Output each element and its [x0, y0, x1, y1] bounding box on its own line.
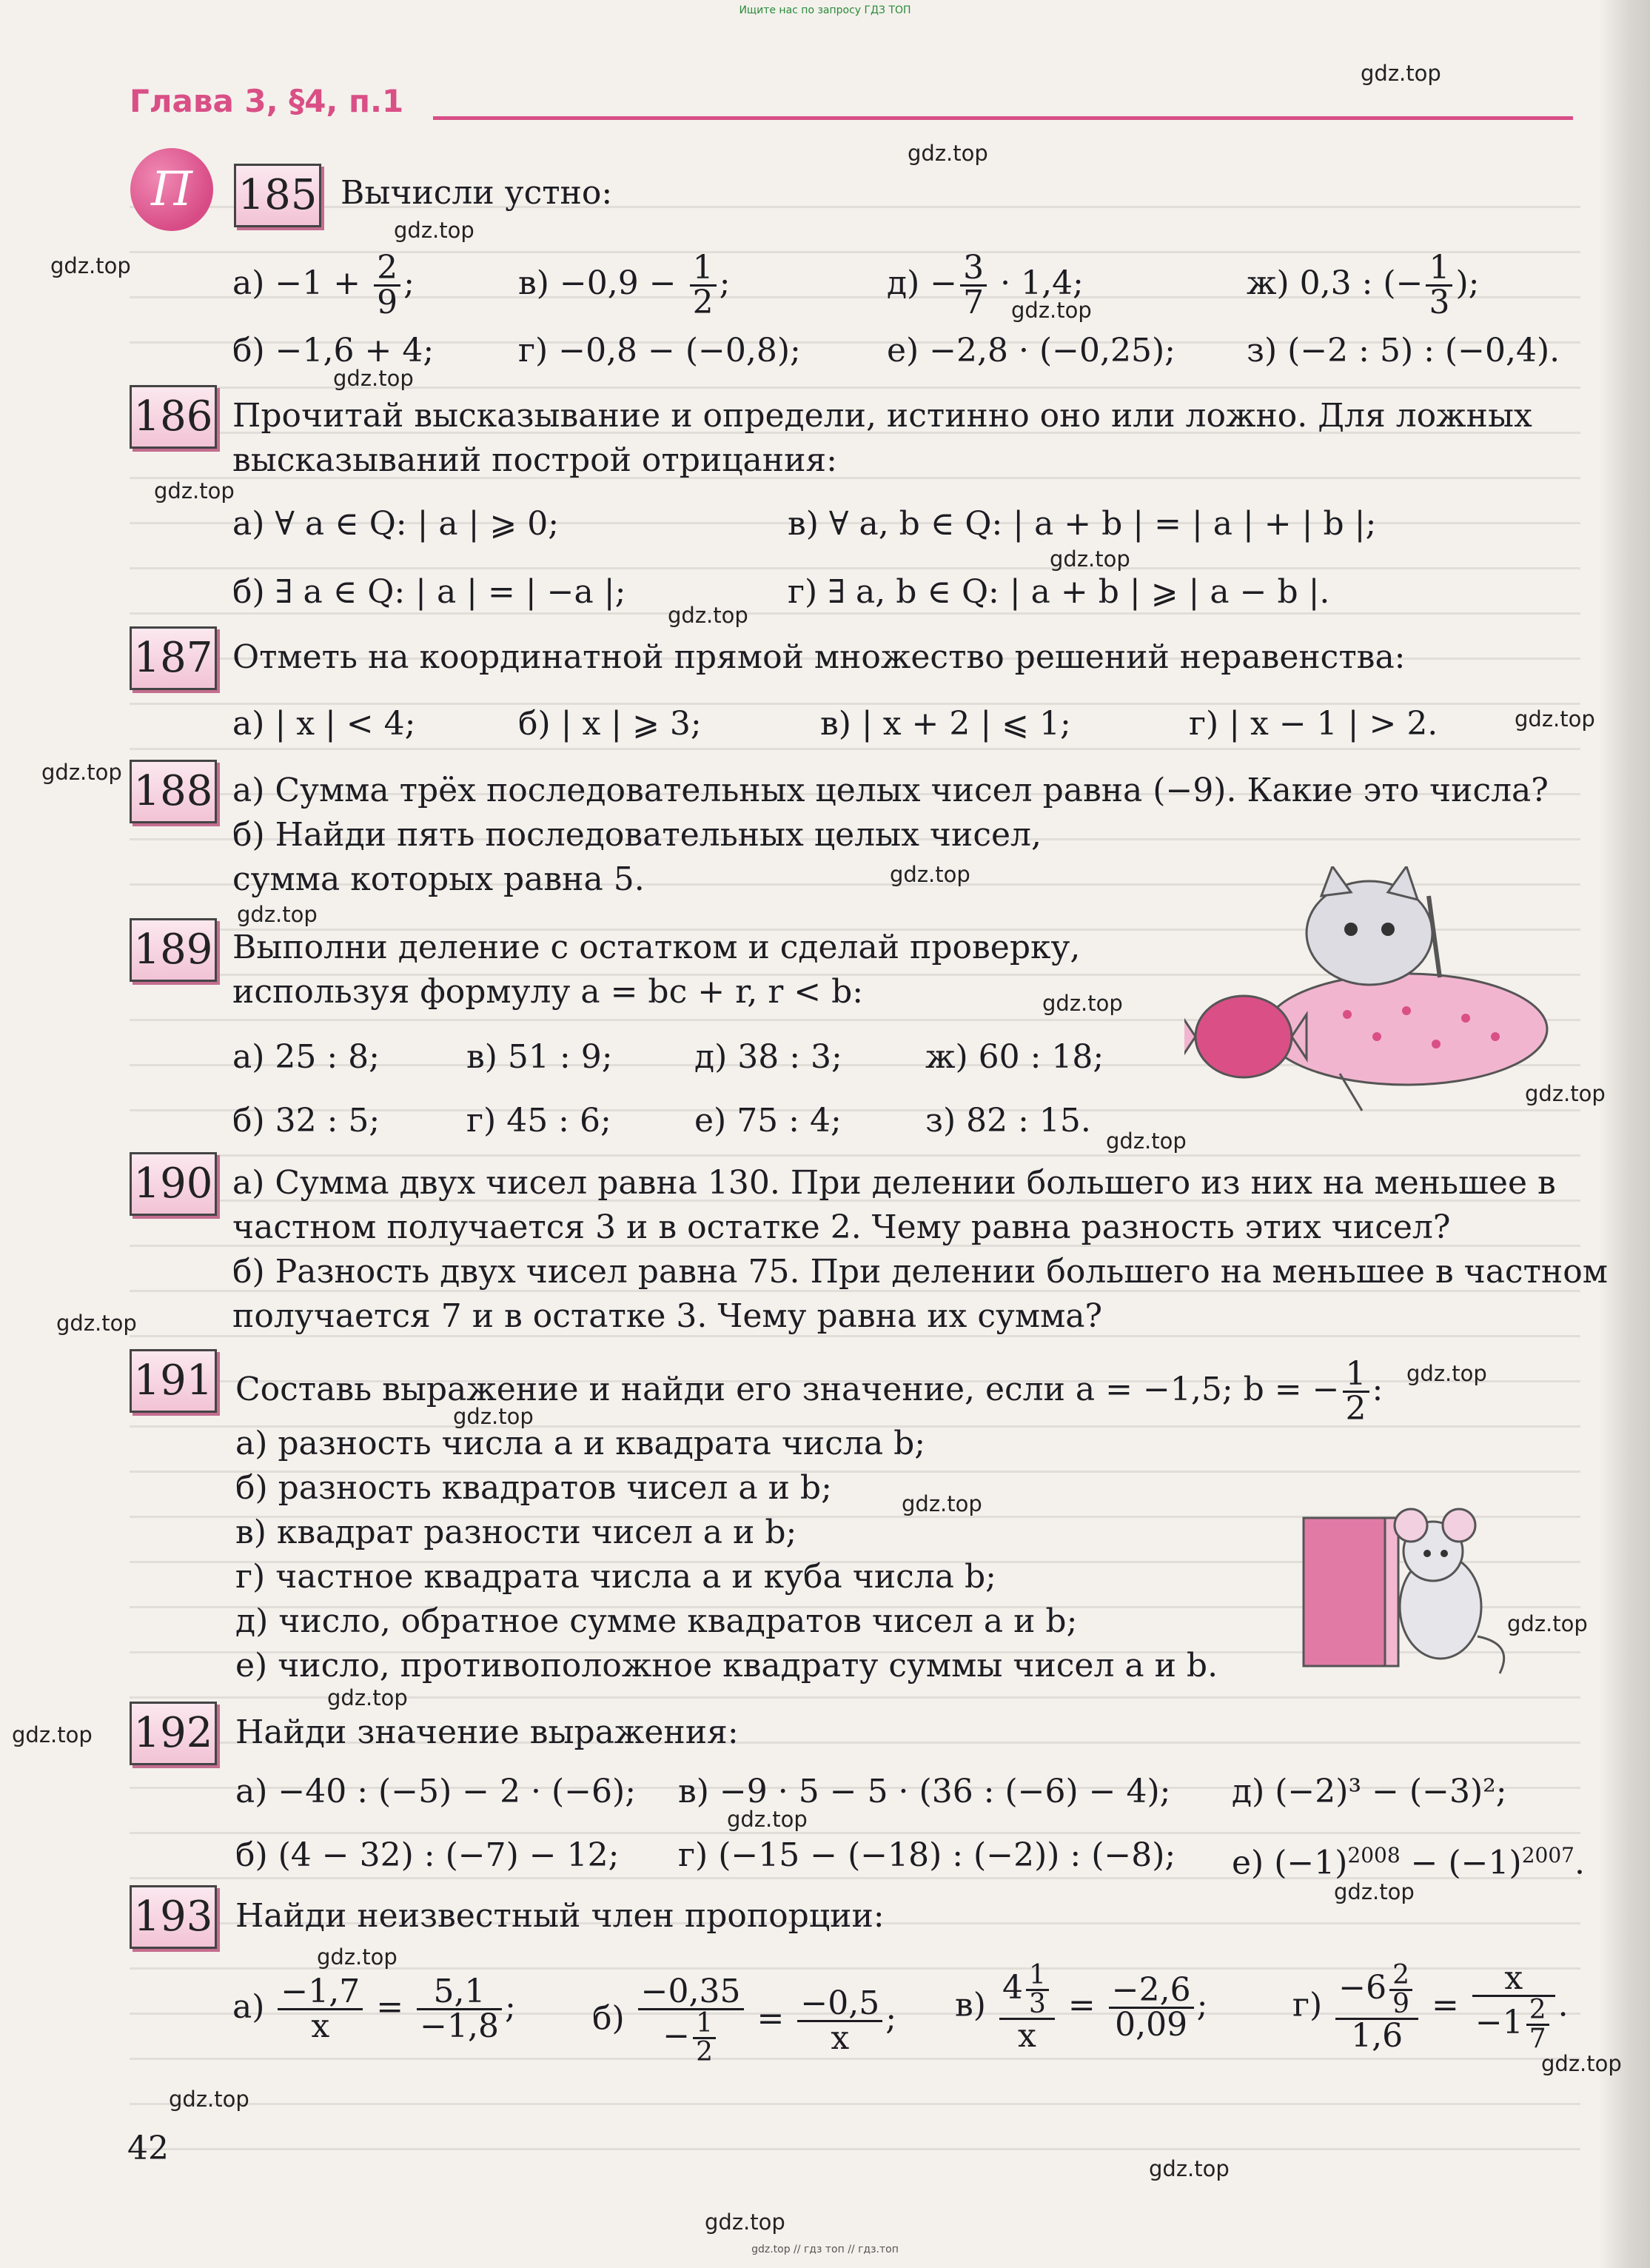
top-note: Ищите нас по запросу ГДЗ ТОП — [739, 4, 911, 16]
task-187-a: а) | x | < 4; — [232, 705, 416, 743]
task-186-v: в) ∀ a, b ∈ Q: | a + b | = | a | + | b |; — [788, 505, 1377, 543]
cat-with-candy-illustration — [1184, 866, 1555, 1118]
task-189-zh: ж) 60 : 18; — [925, 1038, 1104, 1076]
task-185-zh: ж) 0,3 : (− $\frac{1}{3}$ ); — [1247, 249, 1480, 321]
task-number-192: 192 — [130, 1702, 217, 1765]
task-185-v: в) −0,9 − $\frac{1}{2}$ ; — [518, 249, 731, 321]
watermark: gdz.top — [333, 366, 414, 391]
watermark: gdz.top — [727, 1807, 808, 1832]
watermark: gdz.top — [169, 2087, 249, 2112]
watermark: gdz.top — [1541, 2051, 1622, 2076]
task-193-v: в) 4 $\frac{1}{3}$ x = $\frac{-2,6}{0,09}$ ; — [955, 1960, 1208, 2055]
task-185-title: Вычисли устно: — [341, 174, 613, 212]
task-number-193: 193 — [130, 1885, 217, 1949]
watermark: gdz.top — [1011, 298, 1092, 323]
task-185-z: з) (−2 : 5) : (−0,4). — [1247, 332, 1560, 369]
task-192-g: г) (−15 − (−18) : (−2)) : (−8); — [678, 1836, 1176, 1874]
task-192-v: в) −9 · 5 − 5 · (36 : (−6) − 4); — [678, 1773, 1171, 1810]
watermark: gdz.top — [668, 603, 748, 628]
task-191-line1: Составь выражение и найди его значение, если a = −1,5; b = − $\frac{1}{2}$ : — [235, 1355, 1384, 1428]
task-185-g: г) −0,8 − (−0,8); — [518, 332, 801, 369]
task-189-line1: Выполни деление с остатком и сделай проверку, — [232, 929, 1081, 966]
task-189-a: а) 25 : 8; — [232, 1038, 380, 1076]
watermark: gdz.top — [1361, 61, 1441, 86]
task-190-line1: а) Сумма двух чисел равна 130. При делении большего из них на меньшее в — [232, 1164, 1556, 1202]
watermark: gdz.top — [1050, 546, 1130, 572]
watermark: gdz.top — [317, 1944, 398, 1970]
watermark: gdz.top — [154, 478, 235, 504]
watermark: gdz.top — [902, 1491, 982, 1516]
task-number-190: 190 — [130, 1152, 217, 1216]
task-191-g: г) частное квадрата числа a и куба числа b; — [235, 1558, 996, 1596]
watermark: gdz.top — [394, 218, 474, 243]
task-187-line1: Отметь на координатной прямой множество решений неравенства: — [232, 638, 1406, 676]
watermark: gdz.top — [41, 760, 122, 785]
bottom-note: gdz.top // гдз топ // гдз.топ — [751, 2244, 899, 2255]
task-187-g: г) | x − 1 | > 2. — [1189, 705, 1438, 743]
task-189-z: з) 82 : 15. — [925, 1102, 1091, 1140]
task-number-191: 191 — [130, 1349, 217, 1413]
watermark: gdz.top — [1149, 2156, 1230, 2181]
task-186-a: а) ∀ a ∈ Q: | a | ⩾ 0; — [232, 505, 560, 543]
task-190-line2: частном получается 3 и в остатке 2. Чему равна разность этих чисел? — [232, 1208, 1451, 1246]
task-192-a: а) −40 : (−5) − 2 · (−6); — [235, 1773, 637, 1810]
task-189-e: е) 75 : 4; — [694, 1102, 842, 1140]
task-188-line3: сумма которых равна 5. — [232, 860, 645, 898]
watermark: gdz.top — [1507, 1611, 1588, 1636]
task-191-e: е) число, противоположное квадрату суммы чисел a и b. — [235, 1647, 1218, 1685]
watermark: gdz.top — [12, 1722, 93, 1747]
task-186-g: г) ∃ a, b ∈ Q: | a + b | ⩾ | a − b |. — [788, 573, 1330, 611]
header-rule — [433, 116, 1573, 120]
task-number-185: 185 — [234, 164, 321, 227]
watermark: gdz.top — [1515, 706, 1595, 732]
watermark: gdz.top — [56, 1311, 137, 1336]
task-189-g: г) 45 : 6; — [466, 1102, 611, 1140]
watermark: gdz.top — [890, 862, 970, 887]
task-189-b: б) 32 : 5; — [232, 1102, 380, 1140]
task-189-line2: используя формулу a = bc + r, r < b: — [232, 973, 864, 1011]
task-number-189: 189 — [130, 918, 217, 982]
task-191-b: б) разность квадратов чисел a и b; — [235, 1469, 832, 1507]
watermark: gdz.top — [1334, 1879, 1415, 1904]
task-188-line1: а) Сумма трёх последовательных целых чисел равна (−9). Какие это числа? — [232, 772, 1549, 809]
oral-task-badge: П — [130, 148, 213, 231]
task-186-line2: высказываний построй отрицания: — [232, 441, 838, 479]
watermark: gdz.top — [908, 141, 988, 166]
watermark: gdz.top — [705, 2210, 785, 2235]
watermark: gdz.top — [237, 902, 318, 927]
mouse-with-book-illustration — [1300, 1496, 1522, 1681]
task-186-line1: Прочитай высказывание и определи, истинно оно или ложно. Для ложных — [232, 397, 1532, 435]
task-193-b: б) −0,35 − $\frac{1}{2}$ = $\frac{-0,5}{x}$ ; — [592, 1973, 897, 2067]
chapter-header: Глава 3, §4, п.1 — [130, 83, 404, 119]
task-192-title: Найди значение выражения: — [235, 1713, 739, 1751]
task-185-b: б) −1,6 + 4; — [232, 332, 435, 369]
page-edge-shadow — [1598, 0, 1650, 2268]
task-191-d: д) число, обратное сумме квадратов чисел a и b; — [235, 1602, 1078, 1640]
watermark: gdz.top — [1106, 1128, 1187, 1154]
task-190-line3: б) Разность двух чисел равна 75. При делении большего на меньшее в частном — [232, 1253, 1608, 1291]
task-193-title: Найди неизвестный член пропорции: — [235, 1897, 885, 1935]
watermark: gdz.top — [1406, 1361, 1487, 1386]
task-191-v: в) квадрат разности чисел a и b; — [235, 1513, 797, 1551]
task-number-188: 188 — [130, 760, 217, 823]
watermark: gdz.top — [1042, 991, 1123, 1016]
task-189-v: в) 51 : 9; — [466, 1038, 613, 1076]
task-191-a: а) разность числа a и квадрата числа b; — [235, 1425, 926, 1462]
page-number: 42 — [127, 2130, 169, 2167]
task-192-b: б) (4 − 32) : (−7) − 12; — [235, 1836, 620, 1874]
task-185-a: а) −1 + $\frac{2}{9}$ ; — [232, 249, 415, 321]
watermark: gdz.top — [327, 1685, 408, 1710]
task-189-d: д) 38 : 3; — [694, 1038, 842, 1076]
watermark: gdz.top — [1525, 1081, 1606, 1106]
watermark: gdz.top — [50, 253, 131, 278]
task-192-d: д) (−2)³ − (−3)²; — [1232, 1773, 1507, 1810]
task-185-d: д) − $\frac{3}{7}$ · 1,4; — [887, 249, 1084, 321]
task-190-line4: получается 7 и в остатке 3. Чему равна их сумма? — [232, 1297, 1103, 1335]
task-192-e: е) $(-1)^{2008} - (-1)^{2007}$. — [1232, 1843, 1585, 1882]
task-187-v: в) | x + 2 | ⩽ 1; — [820, 705, 1071, 743]
task-188-line2: б) Найди пять последовательных целых чисел, — [232, 816, 1042, 854]
task-number-187: 187 — [130, 626, 217, 690]
task-193-a: а) $\frac{-1,7}{x}$ = $\frac{5,1}{-1,8}$ ; — [232, 1973, 516, 2045]
task-193-g: г) −6 $\frac{2}{9}$ 1,6 = x −1 $\frac{2}{7}$ . — [1292, 1959, 1569, 2055]
watermark: gdz.top — [453, 1404, 534, 1429]
task-187-b: б) | x | ⩾ 3; — [518, 705, 702, 743]
task-number-186: 186 — [130, 385, 217, 449]
task-186-b: б) ∃ a ∈ Q: | a | = | −a |; — [232, 573, 626, 611]
task-185-e: е) −2,8 · (−0,25); — [887, 332, 1176, 369]
